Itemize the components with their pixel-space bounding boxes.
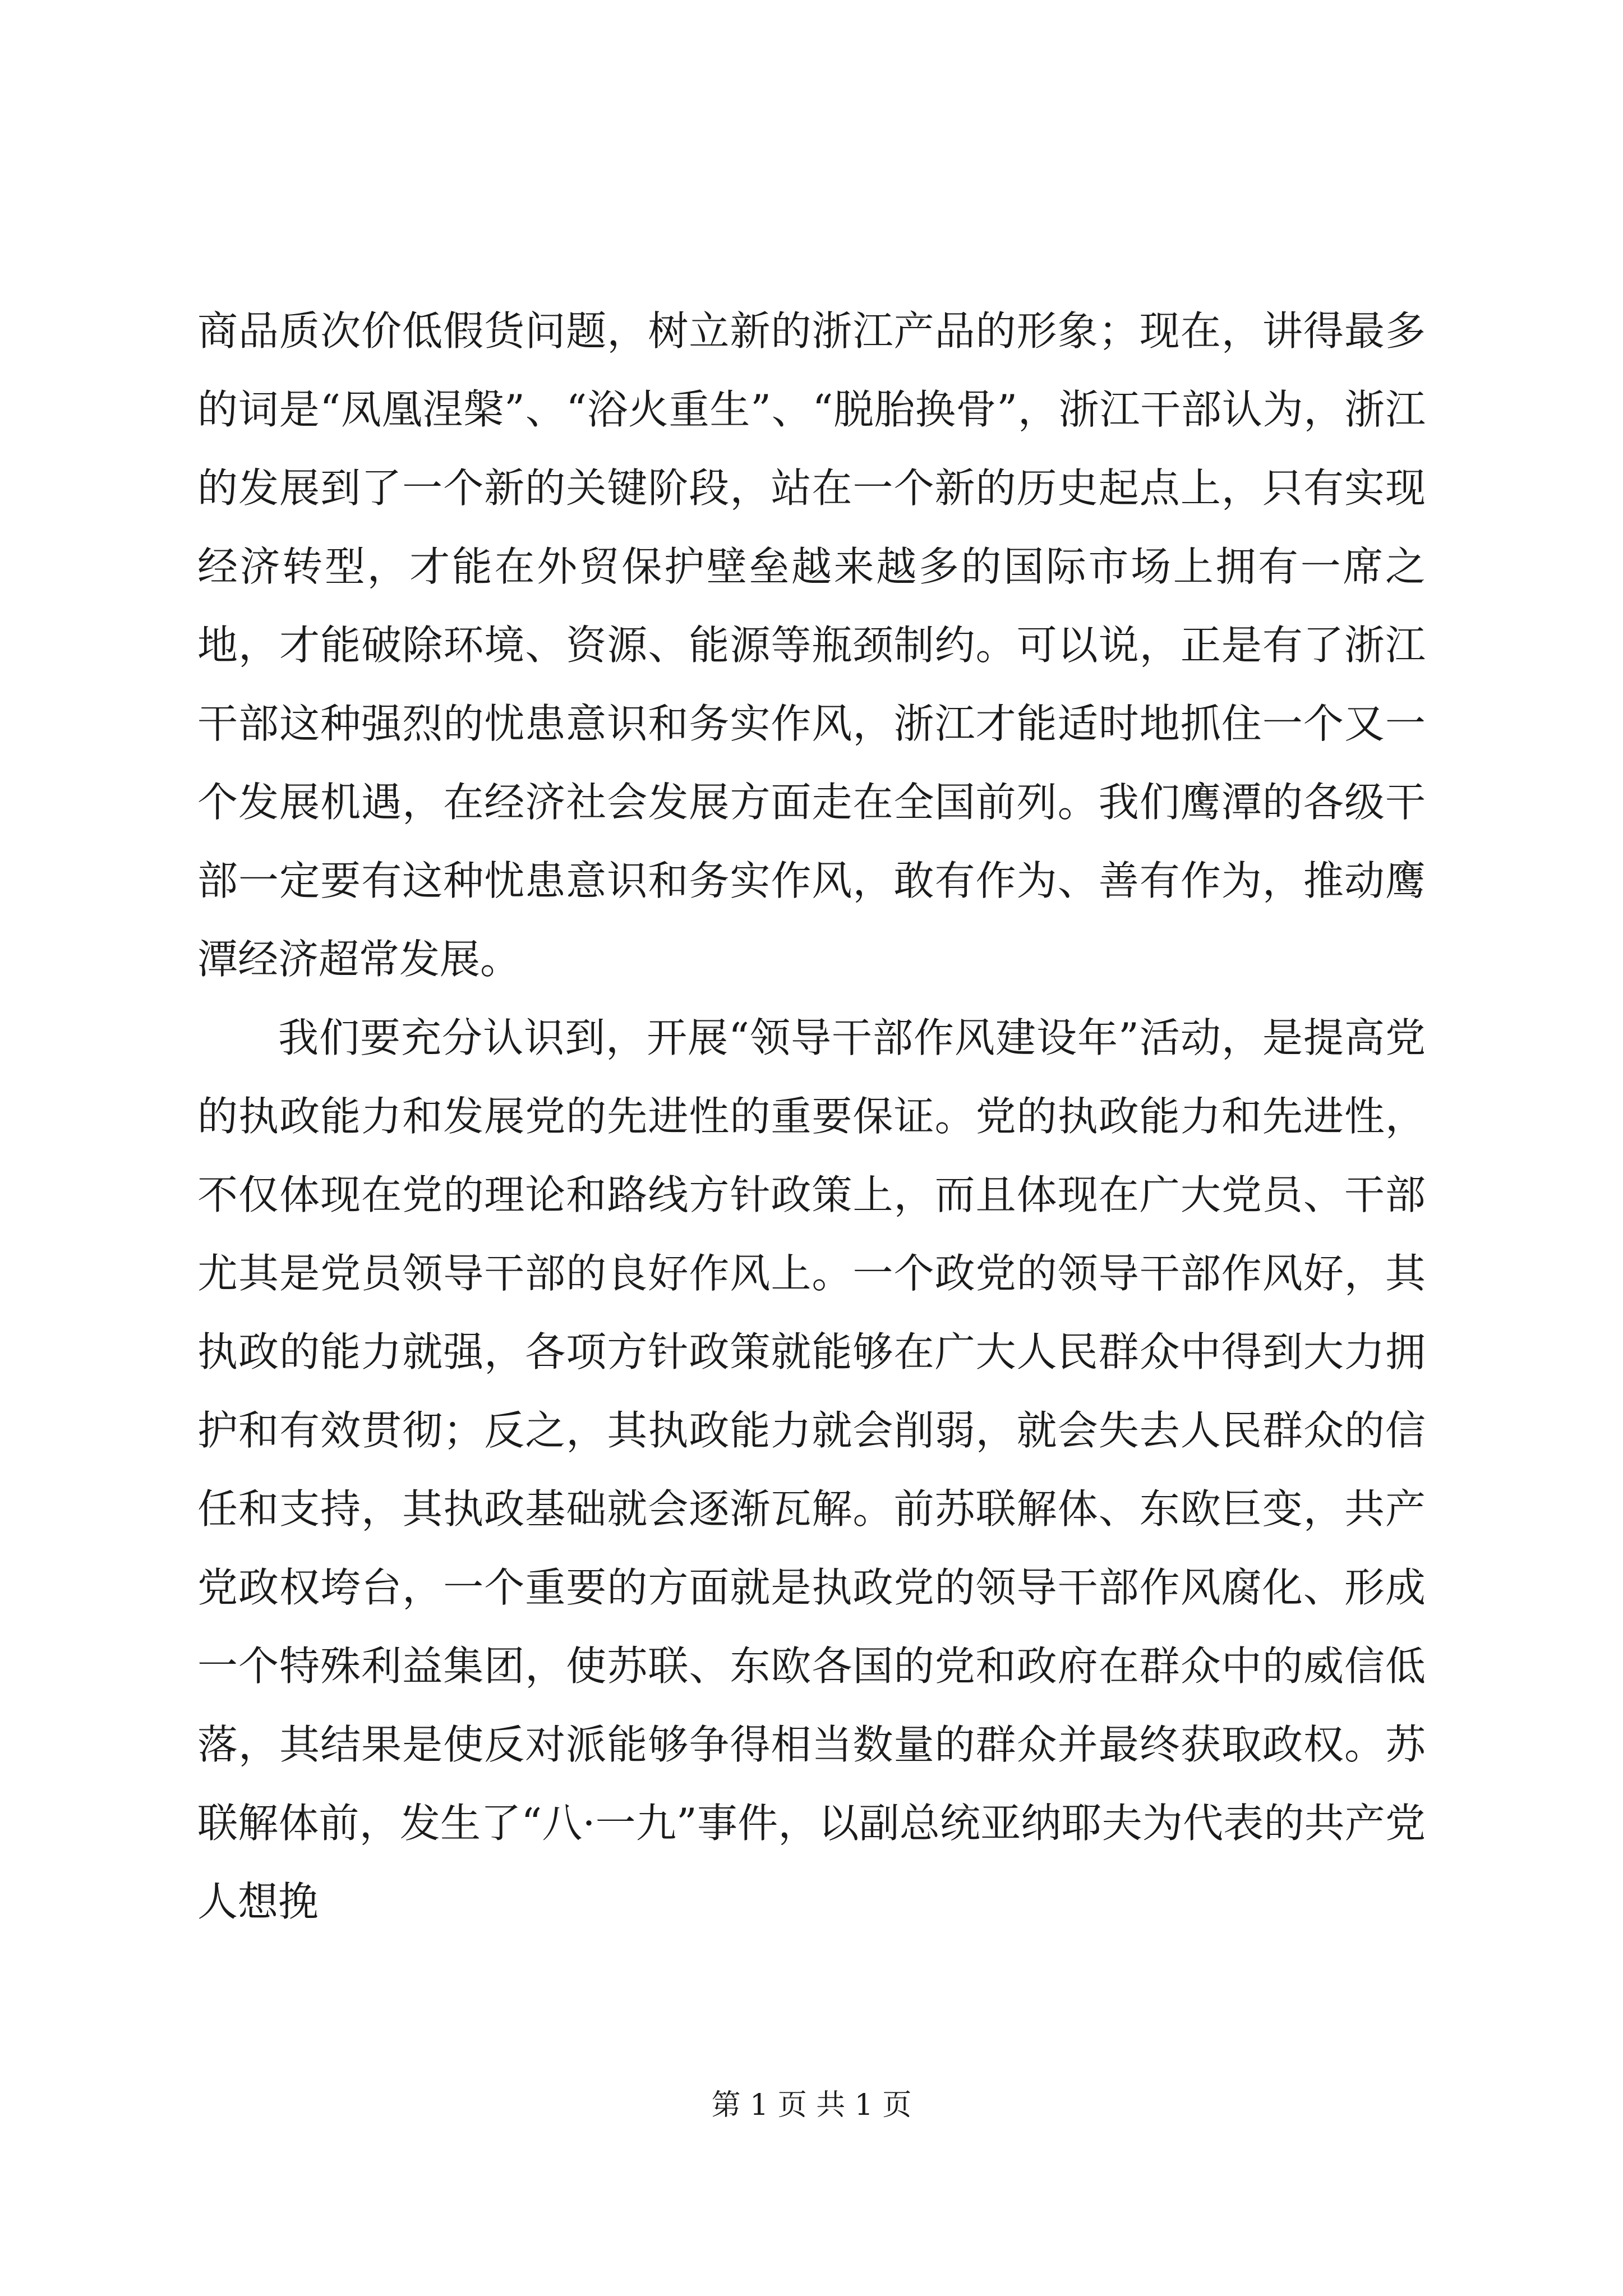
paragraph-2: 我们要充分认识到，开展“领导干部作风建设年”活动，是提高党的执政能力和发展党的先进性的重要保证。党的执政能力和先进性，不仅体现在党的理论和路线方针政策上，而且体现在广大党员、干部尤其是党员领导干部的良好作风上。一个政党的领导干部作风好，其执政的能力就强，各项方针政策就能够在广大人民群众中得到大力拥护和有效贯彻；反之，其执政能力就会削弱，就会失去人民群众的信任和支持，其执政基础就会逐渐瓦解。前苏联解体、东欧巨变，共产党政权垮台，一个重要的方面就是执政党的领导干部作风腐化、形成一个特殊利益集团，使苏联、东欧各国的党和政府在群众中的威信低落，其结果是使反对派能够争得相当数量的群众并最终获取政权。苏联解体前，发生了“八·一九”事件，以副总统亚纳耶夫为代表的共产党人想挽 bbox=[197, 1014, 1426, 1925]
body-text bbox=[197, 292, 1426, 1941]
page-footer: 第 1 页 共 1 页 bbox=[711, 2088, 912, 2122]
paragraph-1: 商品质次价低假货问题，树立新的浙江产品的形象；现在，讲得最多的词是“凤凰涅槃”、“浴火重生”、“脱胎换骨”，浙江干部认为，浙江的发展到了一个新的关键阶段，站在一个新的历史起点上，只有实现经济转型，才能在外贸保护壁垒越来越多的国际市场上拥有一席之地，才能破除环境、资源、能源等瓶颈制约。可以说，正是有了浙江干部这种强烈的忧患意识和务实作风，浙江才能适时地抓住一个又一个发展机遇，在经济社会发展方面走在全国前列。我们鹰潭的各级干部一定要有这种忧患意识和务实作风，敢有作为、善有作为，推动鹰潭经济超常发展。 bbox=[197, 307, 1426, 983]
